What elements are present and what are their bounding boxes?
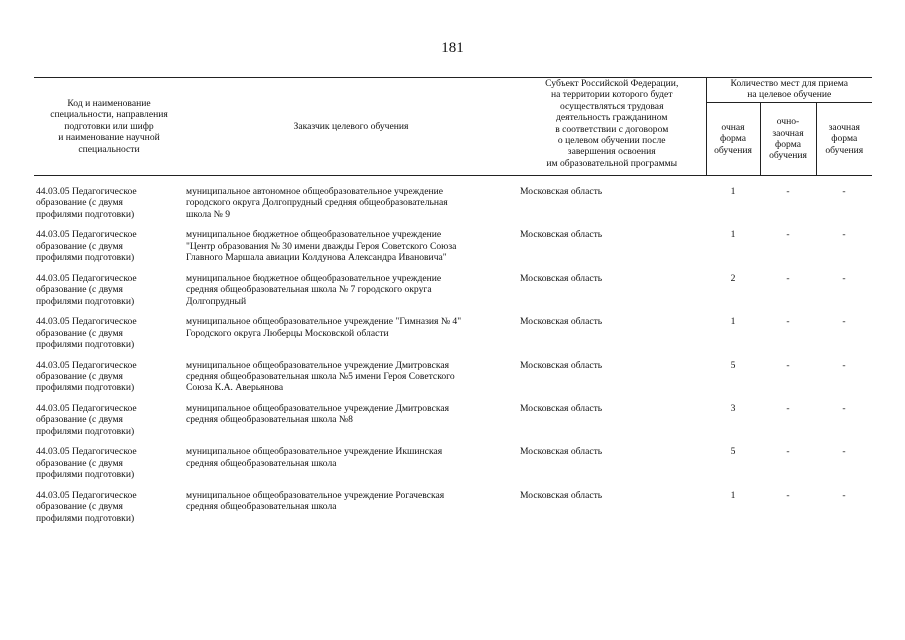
text-line: 44.03.05 Педагогическое bbox=[36, 229, 137, 241]
header-full-time bbox=[706, 103, 760, 176]
table-row bbox=[34, 490, 872, 533]
table-row bbox=[34, 403, 872, 446]
table-body bbox=[34, 176, 872, 534]
text-line: на целевое обучение bbox=[747, 89, 832, 101]
cell-region: Московская область bbox=[520, 186, 603, 197]
text-line: 44.03.05 Педагогическое bbox=[36, 489, 137, 501]
header-part-time bbox=[760, 103, 816, 176]
text-line: профилями подготовки) bbox=[36, 252, 135, 264]
text-line: обучения bbox=[714, 144, 752, 156]
text-line: 44.03.05 Педагогическое bbox=[36, 359, 137, 371]
text-line: муниципальное общеобразовательное учреждение Дмитровская bbox=[186, 402, 450, 414]
text-line: средняя общеобразовательная школа bbox=[186, 457, 337, 469]
text-line: профилями подготовки) bbox=[36, 295, 135, 307]
text-line: деятельность гражданином bbox=[556, 112, 668, 124]
cell-region: Московская область bbox=[520, 359, 603, 371]
table-row bbox=[34, 273, 872, 316]
text-line: завершения освоения bbox=[567, 146, 656, 158]
text-line: обучения bbox=[825, 144, 864, 156]
text-line: средняя общеобразовательная школа № 7 городского округа bbox=[186, 284, 432, 296]
cell-part-time: - bbox=[786, 359, 790, 371]
text-line: Заказчик целевого обучения bbox=[293, 120, 409, 132]
table-header bbox=[34, 78, 872, 176]
cell-distance: - bbox=[842, 402, 846, 414]
text-line: и наименование научной bbox=[58, 132, 160, 144]
text-line: профилями подготовки) bbox=[36, 338, 135, 350]
text-line: обучения bbox=[769, 150, 807, 162]
text-line: профилями подготовки) bbox=[36, 512, 135, 524]
text-line: форма bbox=[720, 133, 746, 145]
cell-region: Московская область bbox=[520, 402, 603, 414]
header-subject bbox=[518, 78, 706, 176]
text-line: средняя общеобразовательная школа №5 имени Героя Советского bbox=[186, 370, 455, 382]
text-line: образование (с двумя bbox=[36, 414, 123, 426]
text-line: очная bbox=[721, 121, 745, 133]
cell-part-time: - bbox=[786, 446, 790, 458]
cell-code bbox=[34, 403, 184, 446]
text-line: муниципальное бюджетное общеобразовательное учреждение bbox=[186, 229, 442, 241]
cell-code bbox=[34, 360, 184, 403]
text-line: подготовки или шифр bbox=[64, 120, 154, 132]
cell-full-time: 1 bbox=[730, 229, 736, 241]
cell-customer bbox=[184, 316, 518, 359]
text-line: форма bbox=[831, 133, 858, 145]
text-line: 44.03.05 Педагогическое bbox=[36, 186, 137, 197]
cell-customer bbox=[184, 446, 518, 489]
text-line: специальности bbox=[78, 143, 140, 155]
cell-code bbox=[34, 273, 184, 316]
cell-part-time: - bbox=[786, 186, 790, 197]
table-row bbox=[34, 229, 872, 272]
cell-region: Московская область bbox=[520, 489, 603, 501]
text-line: муниципальное общеобразовательное учреждение Рогачевская bbox=[186, 489, 445, 501]
cell-full-time: 1 bbox=[730, 186, 736, 197]
text-line: городского округа Долгопрудный средняя общеобразовательная bbox=[186, 197, 448, 209]
header-customer bbox=[184, 78, 518, 176]
text-line: Союза К.А. Аверьянова bbox=[186, 382, 284, 394]
cell-distance: - bbox=[842, 446, 846, 458]
cell-region: Московская область bbox=[520, 316, 603, 328]
table-row bbox=[34, 360, 872, 403]
text-line: средняя общеобразовательная школа №8 bbox=[186, 414, 353, 426]
cell-region: Московская область bbox=[520, 229, 603, 241]
text-line: школа № 9 bbox=[186, 208, 231, 220]
text-line: образование (с двумя bbox=[36, 197, 123, 209]
cell-part-time: - bbox=[786, 402, 790, 414]
page-number: 181 bbox=[441, 40, 464, 56]
cell-distance: - bbox=[842, 186, 846, 197]
text-line: осуществляться трудовая bbox=[560, 100, 664, 112]
cell-distance: - bbox=[842, 316, 846, 328]
text-line: муниципальное автономное общеобразовательное учреждение bbox=[186, 186, 443, 197]
text-line: муниципальное общеобразовательное учреждение "Гимназия № 4" bbox=[186, 316, 462, 328]
cell-code bbox=[34, 490, 184, 533]
text-line: Городского округа Люберцы Московской области bbox=[186, 327, 389, 339]
text-line: 44.03.05 Педагогическое bbox=[36, 446, 137, 458]
cell-full-time: 2 bbox=[730, 272, 736, 284]
text-line: муниципальное общеобразовательное учреждение Дмитровская bbox=[186, 359, 450, 371]
text-line: образование (с двумя bbox=[36, 327, 123, 339]
cell-customer bbox=[184, 360, 518, 403]
cell-part-time: - bbox=[786, 229, 790, 241]
cell-customer bbox=[184, 229, 518, 272]
cell-customer bbox=[184, 273, 518, 316]
cell-customer bbox=[184, 186, 518, 229]
cell-part-time: - bbox=[786, 272, 790, 284]
header-code bbox=[34, 78, 184, 176]
text-line: Главного Маршала авиации Колдунова Александра Ивановича" bbox=[186, 252, 447, 264]
text-line: Код и наименование bbox=[67, 97, 151, 109]
cell-code bbox=[34, 446, 184, 489]
table-row bbox=[34, 446, 872, 489]
text-line: муниципальное общеобразовательное учреждение Икшинская bbox=[186, 446, 443, 458]
cell-code bbox=[34, 316, 184, 359]
text-line: Долгопрудный bbox=[186, 295, 247, 307]
cell-code bbox=[34, 229, 184, 272]
text-line: Субъект Российской Федерации, bbox=[545, 78, 679, 89]
cell-code bbox=[34, 186, 184, 229]
text-line: очно- bbox=[776, 116, 800, 128]
cell-full-time: 3 bbox=[730, 402, 736, 414]
cell-full-time: 1 bbox=[730, 316, 736, 328]
table-row bbox=[34, 316, 872, 359]
text-line: "Центр образования № 30 имени дважды Героя Советского Союза bbox=[186, 240, 457, 252]
cell-full-time: 5 bbox=[730, 446, 736, 458]
text-line: средняя общеобразовательная школа bbox=[186, 501, 337, 513]
cell-region: Московская область bbox=[520, 272, 603, 284]
cell-customer bbox=[184, 403, 518, 446]
text-line: образование (с двумя bbox=[36, 240, 123, 252]
cell-part-time: - bbox=[786, 316, 790, 328]
cell-full-time: 1 bbox=[730, 489, 736, 501]
header-distance bbox=[816, 103, 872, 176]
text-line: образование (с двумя bbox=[36, 370, 123, 382]
text-line: муниципальное бюджетное общеобразовательное учреждение bbox=[186, 272, 442, 284]
header-places bbox=[706, 78, 872, 103]
text-line: заочная bbox=[772, 127, 804, 139]
cell-distance: - bbox=[842, 359, 846, 371]
cell-part-time: - bbox=[786, 489, 790, 501]
text-line: специальности, направления bbox=[50, 109, 168, 121]
text-line: заочная bbox=[828, 121, 860, 133]
table-row bbox=[34, 186, 872, 229]
text-line: 44.03.05 Педагогическое bbox=[36, 402, 137, 414]
text-line: образование (с двумя bbox=[36, 284, 123, 296]
cell-distance: - bbox=[842, 489, 846, 501]
cell-distance: - bbox=[842, 272, 846, 284]
text-line: профилями подготовки) bbox=[36, 469, 135, 481]
text-line: 44.03.05 Педагогическое bbox=[36, 316, 137, 328]
text-line: профилями подготовки) bbox=[36, 425, 135, 437]
text-line: 44.03.05 Педагогическое bbox=[36, 272, 137, 284]
text-line: форма bbox=[775, 139, 801, 150]
text-line: Количество мест для приема bbox=[730, 78, 848, 89]
text-line: профилями подготовки) bbox=[36, 382, 135, 394]
text-line: образование (с двумя bbox=[36, 501, 123, 513]
text-line: профилями подготовки) bbox=[36, 208, 135, 220]
cell-full-time: 5 bbox=[730, 359, 736, 371]
cell-customer bbox=[184, 490, 518, 533]
text-line: образование (с двумя bbox=[36, 457, 123, 469]
text-line: им образовательной программы bbox=[546, 157, 678, 169]
cell-distance: - bbox=[842, 229, 846, 241]
target-training-table bbox=[34, 77, 872, 533]
text-line: о целевом обучении после bbox=[557, 135, 666, 147]
text-line: в соответствии с договором bbox=[555, 123, 669, 135]
text-line: на территории которого будет bbox=[550, 89, 673, 101]
cell-region: Московская область bbox=[520, 446, 603, 458]
